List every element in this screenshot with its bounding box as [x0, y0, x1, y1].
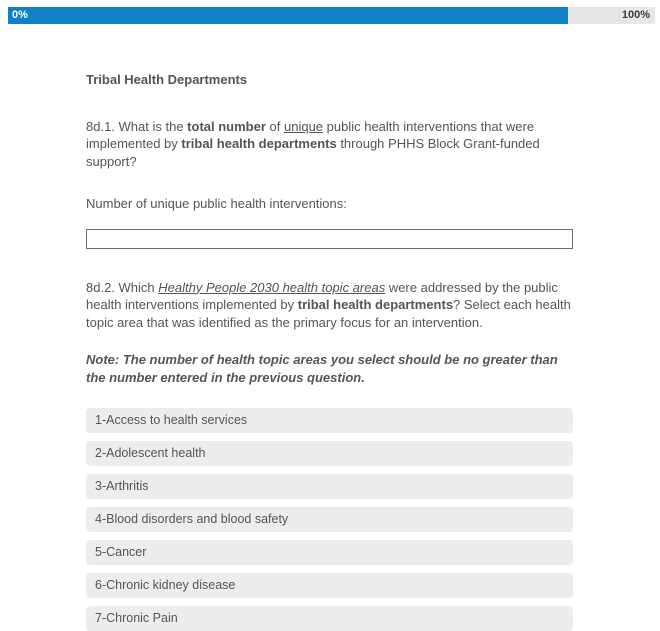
q1-text-part: 8d.1. What is the [86, 118, 188, 134]
interventions-count-input[interactable] [86, 229, 573, 249]
progress-fill [8, 7, 568, 24]
q2-text-part: 8d.2. Which [86, 279, 159, 295]
topic-option[interactable]: 3-Arthritis [86, 474, 573, 499]
question-8d1-text [86, 118, 573, 171]
topic-option[interactable]: 6-Chronic kidney disease [86, 573, 573, 598]
q2-text-italic-underline: Healthy People 2030 health topic areas [158, 279, 386, 295]
q1-text-part: through PHHS Block Grant-funded support? [86, 136, 540, 169]
question-8d2-text [86, 279, 573, 332]
topic-option[interactable]: 7-Chronic Pain [86, 606, 573, 631]
topic-option[interactable]: 4-Blood disorders and blood safety [86, 507, 573, 532]
q2-text-part: ? Select each health topic area that was identified as the primary focus for an intervention. [86, 297, 571, 330]
interventions-count-label: Number of unique public health interventions: [86, 196, 347, 211]
q1-text-underline: unique [283, 118, 324, 134]
q1-text-part: public health interventions that were implemented by [86, 118, 535, 151]
progress-bar [8, 7, 655, 24]
q1-text-part: of [265, 118, 284, 134]
q1-text-bold: tribal health departments [181, 136, 337, 151]
progress-start-label: 0% [12, 9, 28, 21]
topic-option-list [86, 408, 573, 631]
page-title: Tribal Health Departments [86, 72, 248, 87]
q2-text-bold: tribal health departments [297, 297, 454, 312]
q1-text-bold: total number [187, 118, 266, 134]
progress-end-label: 100% [621, 9, 650, 21]
topic-option[interactable]: 2-Adolescent health [86, 441, 573, 466]
note-text: Note: The number of health topic areas you select should be no greater than the number entered in the previous question. [86, 352, 558, 385]
topic-option[interactable]: 1-Access to health services [86, 408, 573, 433]
survey-content [86, 71, 573, 631]
q2-text-part: were addressed by the public health interventions implemented by [86, 279, 558, 312]
topic-option[interactable]: 5-Cancer [86, 540, 573, 565]
progress-track [568, 7, 655, 24]
